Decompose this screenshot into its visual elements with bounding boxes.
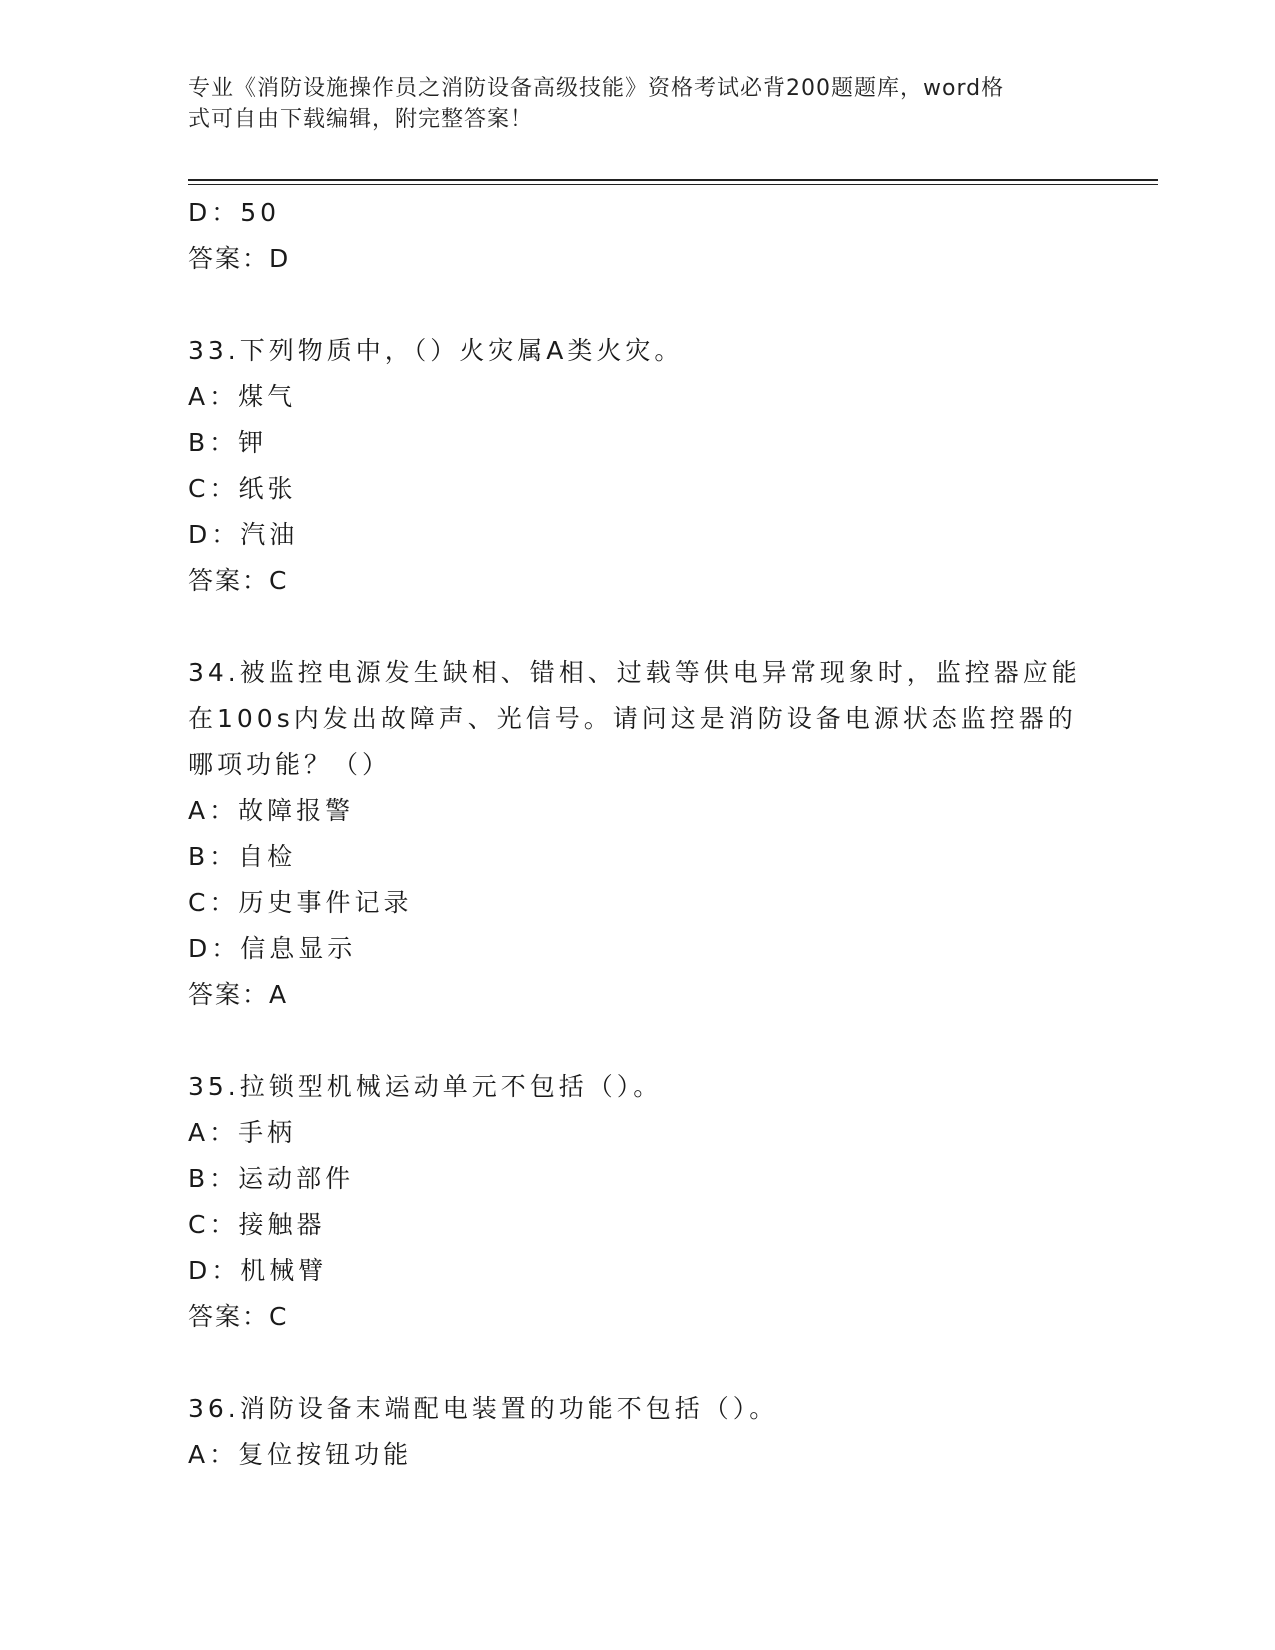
question-text-line: 35.拉锁型机械运动单元不包括（）。: [188, 1072, 663, 1101]
header-rule-thick: [188, 179, 1158, 181]
option-a: A：手柄: [188, 1118, 297, 1147]
header-line-2: 式可自由下载编辑，附完整答案！: [188, 107, 534, 132]
option-b: B：自检: [188, 842, 297, 871]
spacer: [188, 282, 1088, 328]
question-text-line: 哪项功能？（）: [188, 750, 392, 779]
question-block-33: [188, 328, 1088, 604]
option-d: D：信息显示: [188, 934, 357, 963]
answer-line: 答案：D: [188, 244, 291, 273]
header-rule-thin: [188, 184, 1158, 185]
option-d: D：50: [188, 198, 281, 227]
question-block-34: [188, 650, 1088, 1018]
header-line-1: 专业《消防设施操作员之消防设备高级技能》资格考试必背200题题库，word格: [188, 76, 1005, 101]
question-text-line: 在100s内发出故障声、光信号。请问这是消防设备电源状态监控器的: [188, 704, 1077, 733]
question-text-line: 36.消防设备末端配电装置的功能不包括（）。: [188, 1394, 779, 1423]
option-c: C：历史事件记录: [188, 888, 413, 917]
answer-line: 答案：C: [188, 566, 289, 595]
question-block-36: [188, 1386, 1088, 1478]
spacer: [188, 604, 1088, 650]
option-b: B：钾: [188, 428, 268, 457]
option-c: C：接触器: [188, 1210, 326, 1239]
spacer: [188, 1340, 1088, 1386]
question-text-line: 33.下列物质中，（）火灾属A类火灾。: [188, 336, 684, 365]
answer-line: 答案：C: [188, 1302, 289, 1331]
option-d: D：汽油: [188, 520, 299, 549]
question-list: [188, 190, 1088, 1478]
option-a: A：复位按钮功能: [188, 1440, 413, 1469]
option-a: A：故障报警: [188, 796, 355, 825]
option-b: B：运动部件: [188, 1164, 355, 1193]
document-header: [188, 73, 1088, 135]
question-text: [188, 650, 1088, 788]
question-text: [188, 1386, 1088, 1432]
option-a: A：煤气: [188, 382, 297, 411]
question-text: [188, 328, 1088, 374]
question-text: [188, 1064, 1088, 1110]
answer-line: 答案：A: [188, 980, 289, 1009]
option-c: C：纸张: [188, 474, 297, 503]
spacer: [188, 1018, 1088, 1064]
option-d: D：机械臂: [188, 1256, 328, 1285]
question-block-35: [188, 1064, 1088, 1340]
question-text-line: 34.被监控电源发生缺相、错相、过载等供电异常现象时，监控器应能: [188, 658, 1081, 687]
